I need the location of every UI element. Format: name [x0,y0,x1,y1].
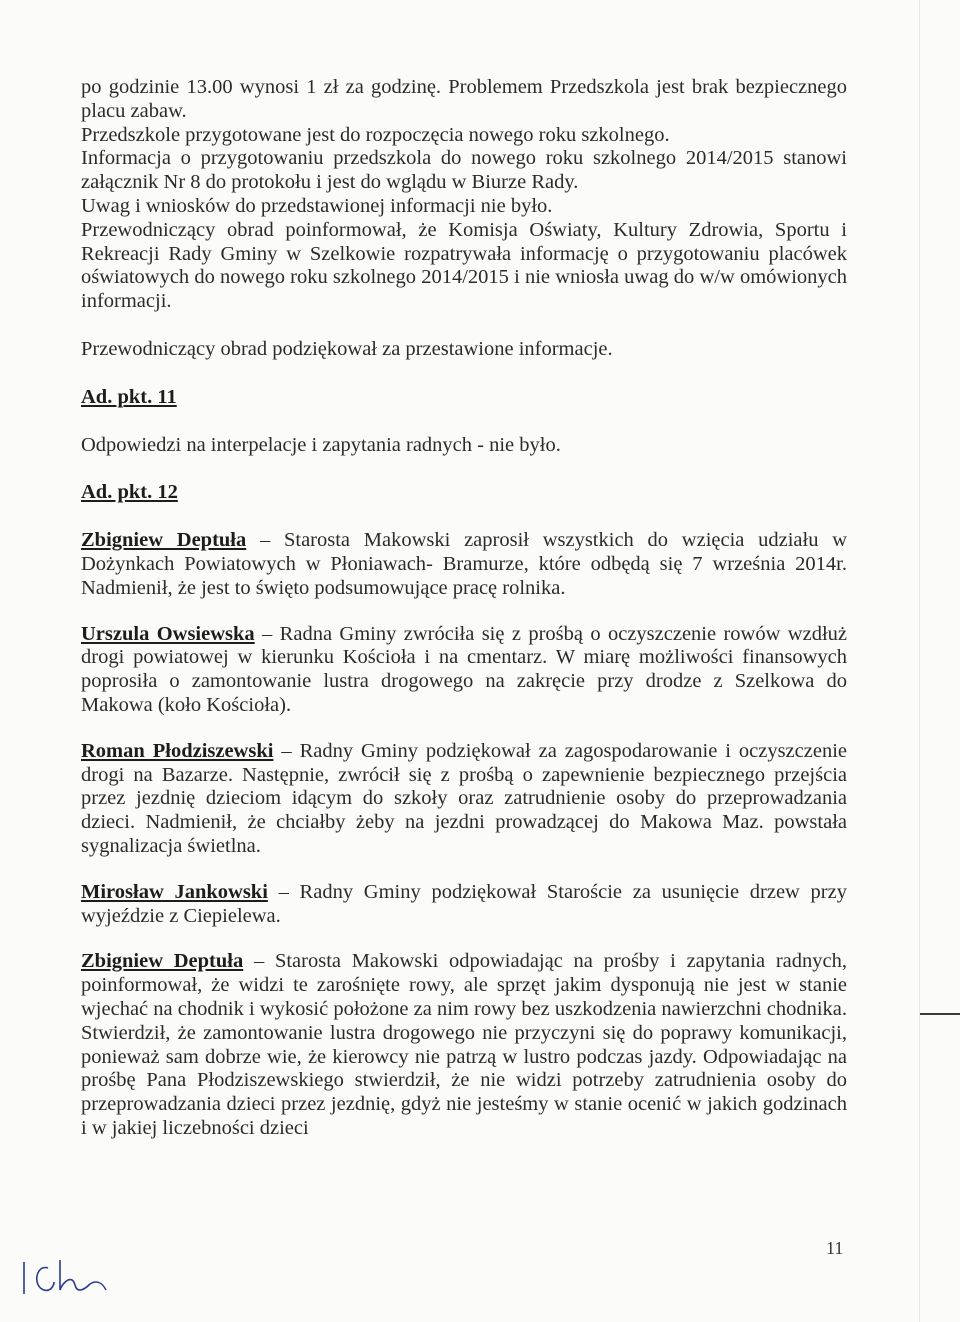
paragraph: Przedszkole przygotowane jest do rozpoczęcia nowego roku szkolnego. [81,123,670,146]
document-body [81,76,847,1141]
paragraph: Przewodniczący obrad podziękował za przestawione informacje. [81,337,613,360]
speaker-name: Roman Płodziszewski [81,739,274,762]
paragraph: Uwag i wniosków do przedstawionej informacji nie było. [81,194,553,217]
speaker-text: – Radny Gminy podziękował za zagospodarowanie i oczyszczenie drogi na Bazarze. Następnie, zwrócił się z prośbą o zapewnienie bezpiecznego przejścia przez jezdnię dzieciom idącym do szkoły oraz zatrudnienie osoby do przeprowadzania dzieci. Nadmienił, że chciałby żeby na jezdni prowadzącej do Makowa Maz. powstała sygnalizacja świetlna. [81,739,847,857]
paragraph: po godzinie 13.00 wynosi 1 zł za godzinę. Problemem Przedszkola jest brak bezpiecznego placu zabaw. [81,76,847,122]
speaker-name: Zbigniew Deptuła [81,950,244,973]
paragraph: Przewodniczący obrad poinformował, że Komisja Oświaty, Kultury Zdrowia, Sportu i Rekreacji Rady Gminy w Szelkowie rozpatrywała informację o przygotowaniu placówek oświatowych do nowego roku szkolnego 2014/2015 i nie wniosła uwag do w/w omówionych informacji. [81,218,847,313]
paragraph: Informacja o przygotowaniu przedszkola do nowego roku szkolnego 2014/2015 stanowi załącznik Nr 8 do protokołu i jest do wglądu w Biurze Rady. [81,147,847,194]
speaker-name: Mirosław Jankowski [81,880,268,903]
section-heading: Ad. pkt. 12 [81,481,178,504]
speaker-name: Urszula Owsiewska [81,622,255,645]
scan-side-mark [920,1013,960,1015]
scan-edge-line [919,0,920,1322]
speaker-paragraph [81,881,847,929]
speaker-text: – Radny Gminy podziękował Staroście za usunięcie drzew przy wyjeździe z Ciepielewa. [81,880,847,927]
paragraph: Odpowiedzi na interpelacje i zapytania radnych - nie było. [81,433,561,456]
speaker-text: – Starosta Makowski zaprosił wszystkich do wzięcia udziału w Dożynkach Powiatowych w Płoniawach- Bramurze, które odbędą się 7 września 2014r. Nadmienił, że jest to święto podsumowujące pracę rolnika. [81,529,848,599]
section-heading: Ad. pkt. 11 [81,385,177,408]
speaker-text: – Starosta Makowski odpowiadając na prośby i zapytania radnych, poinformował, że widzi te zarośnięte rowy, ale sprzęt jakim dysponują nie jest w stanie wjechać na chodnik i wykosić położone za nim rowy bez uszkodzenia nawierzchni chodnika. Stwierdził, że zamontowanie lustra drogowego nie przyczyni się do poprawy komunikacji, ponieważ sam dobrze wie, że kierowcy nie patrzą w lustro podczas jazdy. Odpowiadając na prośbę Pana Płodziszewskiego stwierdził, że nie widzi potrzeby zatrudnienia osoby do przeprowadzania dzieci przez jezdnię, gdyż nie jesteśmy w stanie ocenić w jakich godzinach i w jakiej liczebności dzieci [81,950,847,1139]
speaker-text: – Radna Gminy zwróciła się z prośbą o oczyszczenie rowów wzdłuż drogi powiatowej w kierunku Kościoła i na cmentarz. W miarę możliwości finansowych poprosiła o zamontowanie lustra drogowego na zakręcie przy drodze z Szelkowa do Makowa (koło Kościoła). [81,622,847,716]
speaker-paragraph [81,950,847,1140]
speaker-paragraph [81,740,847,859]
speaker-paragraph [81,529,847,600]
speaker-paragraph [81,623,847,718]
handwritten-signature-icon [16,1250,116,1300]
page-number: 11 [826,1238,844,1258]
speaker-name: Zbigniew Deptuła [81,529,247,552]
